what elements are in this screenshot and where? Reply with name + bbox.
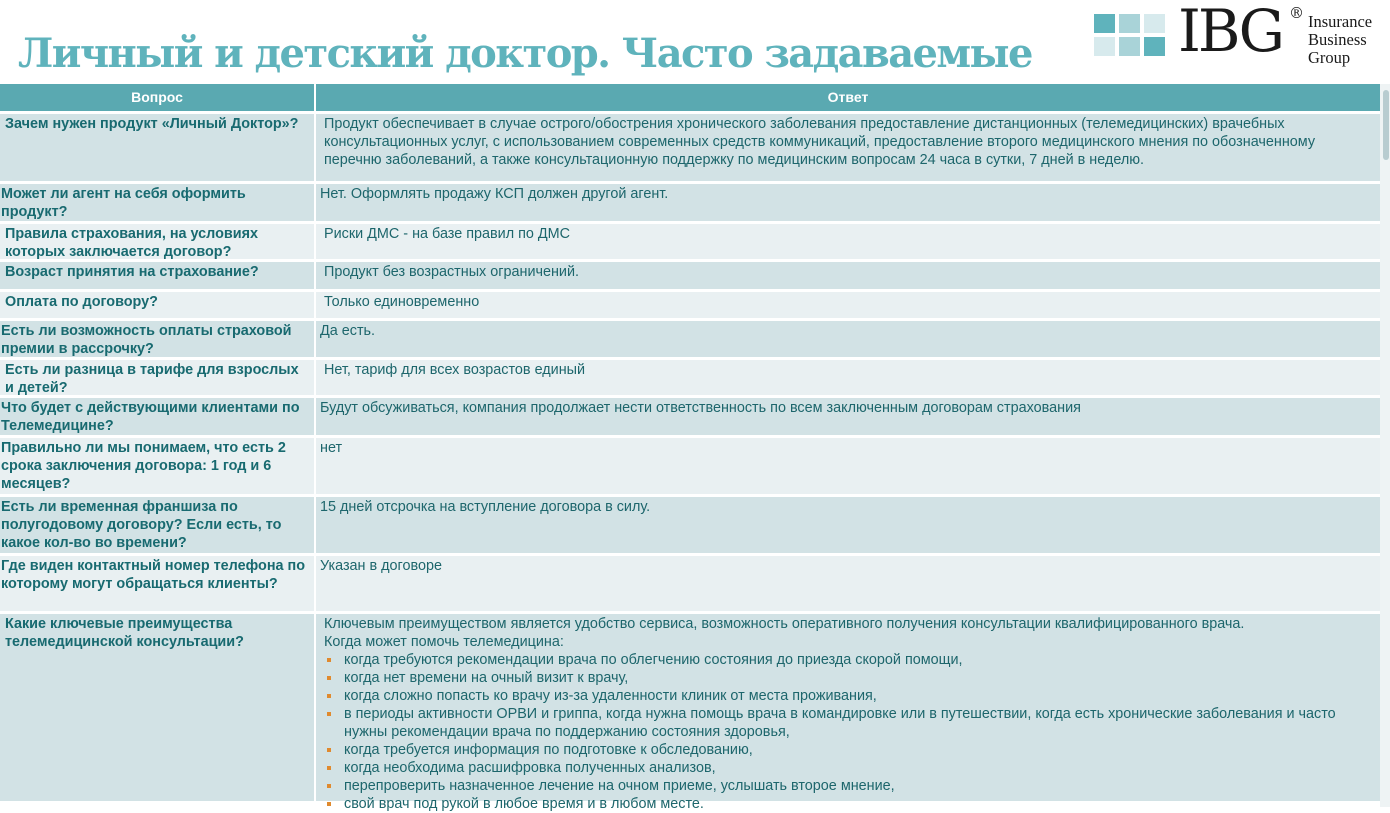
- vertical-scrollbar[interactable]: [1380, 84, 1390, 807]
- logo-line: Group: [1308, 48, 1351, 67]
- question-cell: Где виден контактный номер телефона по которому могут обращаться клиенты?: [0, 556, 316, 611]
- table-row: [0, 553, 1380, 611]
- logo-square-icon: [1094, 37, 1115, 56]
- faq-table: [0, 84, 1380, 812]
- table-row: [0, 318, 1380, 357]
- list-item: когда необходима расшифровка полученных анализов,: [324, 759, 1372, 777]
- answer-cell: Риски ДМС - на базе правил по ДМС: [324, 226, 571, 242]
- answer-cell: Продукт без возрастных ограничений.: [324, 264, 580, 280]
- question-cell: Правила страхования, на условиях которых заключается договор?: [0, 224, 316, 259]
- question-cell: Оплата по договору?: [0, 292, 316, 318]
- table-row: [0, 221, 1380, 259]
- logo-square-icon: [1144, 37, 1165, 56]
- question-cell: Есть ли разница в тарифе для взрослых и детей?: [0, 360, 316, 395]
- question-cell: Возраст принятия на страхование?: [0, 262, 316, 289]
- question-cell: Правильно ли мы понимаем, что есть 2 срока заключения договора: 1 год и 6 месяцев?: [0, 438, 316, 494]
- answer-cell: Указан в договоре: [320, 558, 442, 574]
- logo-line: Business: [1308, 30, 1367, 49]
- table-row: [0, 611, 1380, 812]
- list-item: когда требуются рекомендации врача по облегчению состояния до приезда скорой помощи,: [324, 651, 1372, 669]
- logo-square-icon: [1119, 14, 1140, 33]
- table-row: [0, 435, 1380, 494]
- question-cell: Какие ключевые преимущества телемедицинской консультации?: [0, 614, 316, 801]
- table-row: [0, 395, 1380, 435]
- answer-cell: [316, 614, 1380, 812]
- scrollbar-thumb[interactable]: [1383, 90, 1389, 160]
- question-cell: Может ли агент на себя оформить продукт?: [0, 184, 316, 221]
- table-row: [0, 289, 1380, 318]
- logo-company-name: [1308, 13, 1372, 67]
- column-header-question: Вопрос: [0, 84, 316, 111]
- list-item: свой врач под рукой в любое время и в любом месте.: [324, 795, 1372, 813]
- list-item: когда нет времени на очный визит к врачу,: [324, 669, 1372, 687]
- answer-subheading: Когда может помочь телемедицина:: [324, 634, 564, 650]
- logo-square-icon: [1094, 14, 1115, 33]
- answer-cell: Только единовременно: [324, 294, 480, 310]
- table-row: [0, 357, 1380, 395]
- question-cell: Есть ли временная франшиза по полугодовому договору? Если есть, то какое кол-во во времени?: [0, 497, 316, 553]
- logo-mark: IBG: [1178, 0, 1282, 65]
- question-cell: Есть ли возможность оплаты страховой премии в рассрочку?: [0, 321, 316, 357]
- answer-cell: 15 дней отсрочка на вступление договора в силу.: [320, 499, 651, 515]
- table-row: [0, 181, 1380, 221]
- answer-cell: Нет, тариф для всех возрастов единый: [324, 362, 586, 378]
- column-header-answer: Ответ: [827, 89, 869, 105]
- ibg-logo: [1094, 0, 1390, 84]
- list-item: когда требуется информация по подготовке к обследованию,: [324, 741, 1372, 759]
- table-header: [0, 84, 1380, 111]
- answer-cell: Да есть.: [320, 323, 376, 339]
- page-title: Личный и детский доктор. Часто задаваемые: [18, 30, 1032, 77]
- table-row: [0, 259, 1380, 289]
- table-row: [0, 111, 1380, 181]
- list-item: перепроверить назначенное лечение на очном приеме, услышать второе мнение,: [324, 777, 1372, 795]
- list-item: в периоды активности ОРВИ и гриппа, когда нужна помощь врача в командировке или в путешествии, когда есть хронические заболевания и часто нужны рекомендации врача по поддержанию состояния здоровья,: [324, 705, 1372, 741]
- table-row: [0, 494, 1380, 553]
- answer-intro: Ключевым преимуществом является удобство сервиса, возможность оперативного получения консультации квалифицированного врача.: [324, 616, 1245, 632]
- registered-mark: ®: [1289, 4, 1304, 22]
- logo-square-icon: [1144, 14, 1165, 33]
- benefits-list: [324, 651, 1372, 813]
- answer-cell: нет: [320, 440, 343, 456]
- question-cell: Что будет с действующими клиентами по Телемедицине?: [0, 398, 316, 435]
- answer-cell: Будут обсуживаться, компания продолжает нести ответственность по всем заключенным договорам страхования: [320, 400, 1081, 416]
- list-item: когда сложно попасть ко врачу из-за удаленности клиник от места проживания,: [324, 687, 1372, 705]
- answer-cell: Продукт обеспечивает в случае острого/обострения хронического заболевания предоставление дистанционных (телемедицинских) врачебных консультационных услуг, с использованием современных средств коммуникаций, предоставление второго медицинского мнения по обозначенному перечню заболеваний, а также консультационную поддержку по медицинским вопросам 24 часа в сутки, 7 дней в неделю.: [324, 116, 1316, 168]
- logo-square-icon: [1119, 37, 1140, 56]
- answer-cell: Нет. Оформлять продажу КСП должен другой агент.: [320, 186, 669, 202]
- logo-line: Insurance: [1308, 12, 1373, 31]
- question-cell: Зачем нужен продукт «Личный Доктор»?: [0, 114, 316, 181]
